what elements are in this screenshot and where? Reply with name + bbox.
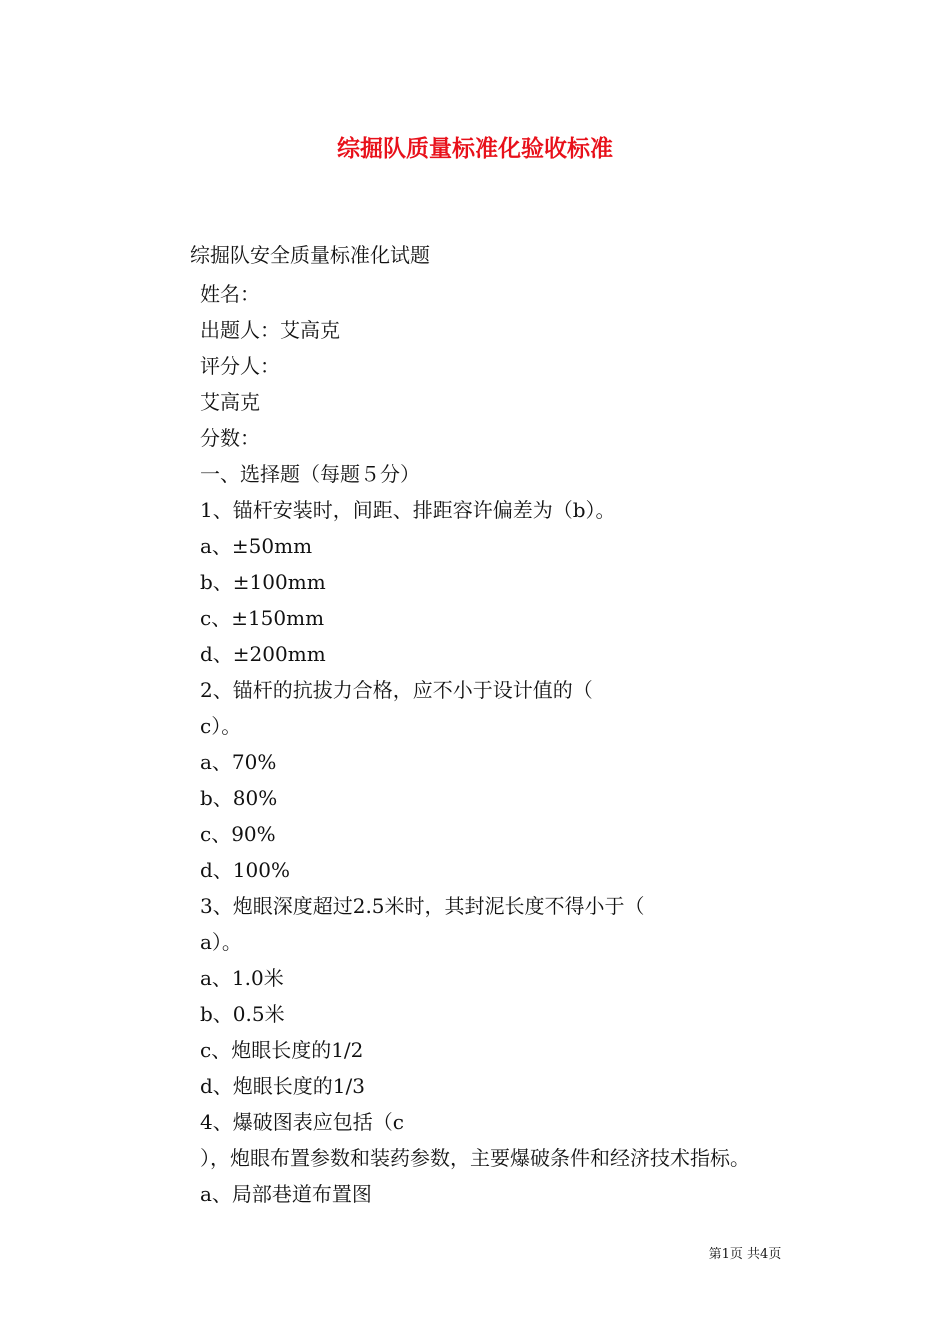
option-line: d、炮眼长度的1/3 — [200, 1074, 365, 1098]
exam-subtitle: 综掘队安全质量标准化试题 — [190, 243, 430, 267]
option-line: d、±200mm — [200, 642, 326, 666]
question-line: 4、爆破图表应包括（c — [200, 1110, 404, 1134]
question-line: 2、锚杆的抗拔力合格，应不小于设计值的（ — [200, 678, 593, 702]
option-line: d、100% — [200, 858, 290, 882]
text-line: 分数： — [200, 426, 260, 450]
section-heading: 一、选择题（每题５分） — [200, 462, 420, 486]
option-line: c、±150mm — [200, 606, 325, 630]
question-line: c）。 — [200, 714, 242, 738]
text-line: 姓名： — [200, 282, 260, 306]
exam-body — [200, 276, 750, 1212]
text-line: 出题人：艾高克 — [200, 318, 340, 342]
option-line: a、局部巷道布置图 — [200, 1182, 372, 1206]
question-line: ），炮眼布置参数和装药参数，主要爆破条件和经济技术指标。 — [200, 1146, 750, 1170]
question-line: a）。 — [200, 930, 242, 954]
option-line: b、±100mm — [200, 570, 326, 594]
text-line: 艾高克 — [200, 390, 260, 414]
question-line: 3、炮眼深度超过2.5米时，其封泥长度不得小于（ — [200, 894, 645, 918]
document-title: 综掘队质量标准化验收标准 — [337, 135, 613, 162]
option-line: a、±50mm — [200, 534, 313, 558]
question-line: 1、锚杆安装时，间距、排距容许偏差为（b）。 — [200, 498, 616, 522]
text-line: 评分人： — [200, 354, 280, 378]
page-number: 第1页 共4页 — [708, 1247, 782, 1262]
option-line: c、90% — [200, 822, 276, 846]
option-line: b、0.5米 — [200, 1002, 285, 1026]
option-line: b、80% — [200, 786, 278, 810]
option-line: a、70% — [200, 750, 277, 774]
option-line: c、炮眼长度的1/2 — [200, 1038, 364, 1062]
option-line: a、1.0米 — [200, 966, 284, 990]
